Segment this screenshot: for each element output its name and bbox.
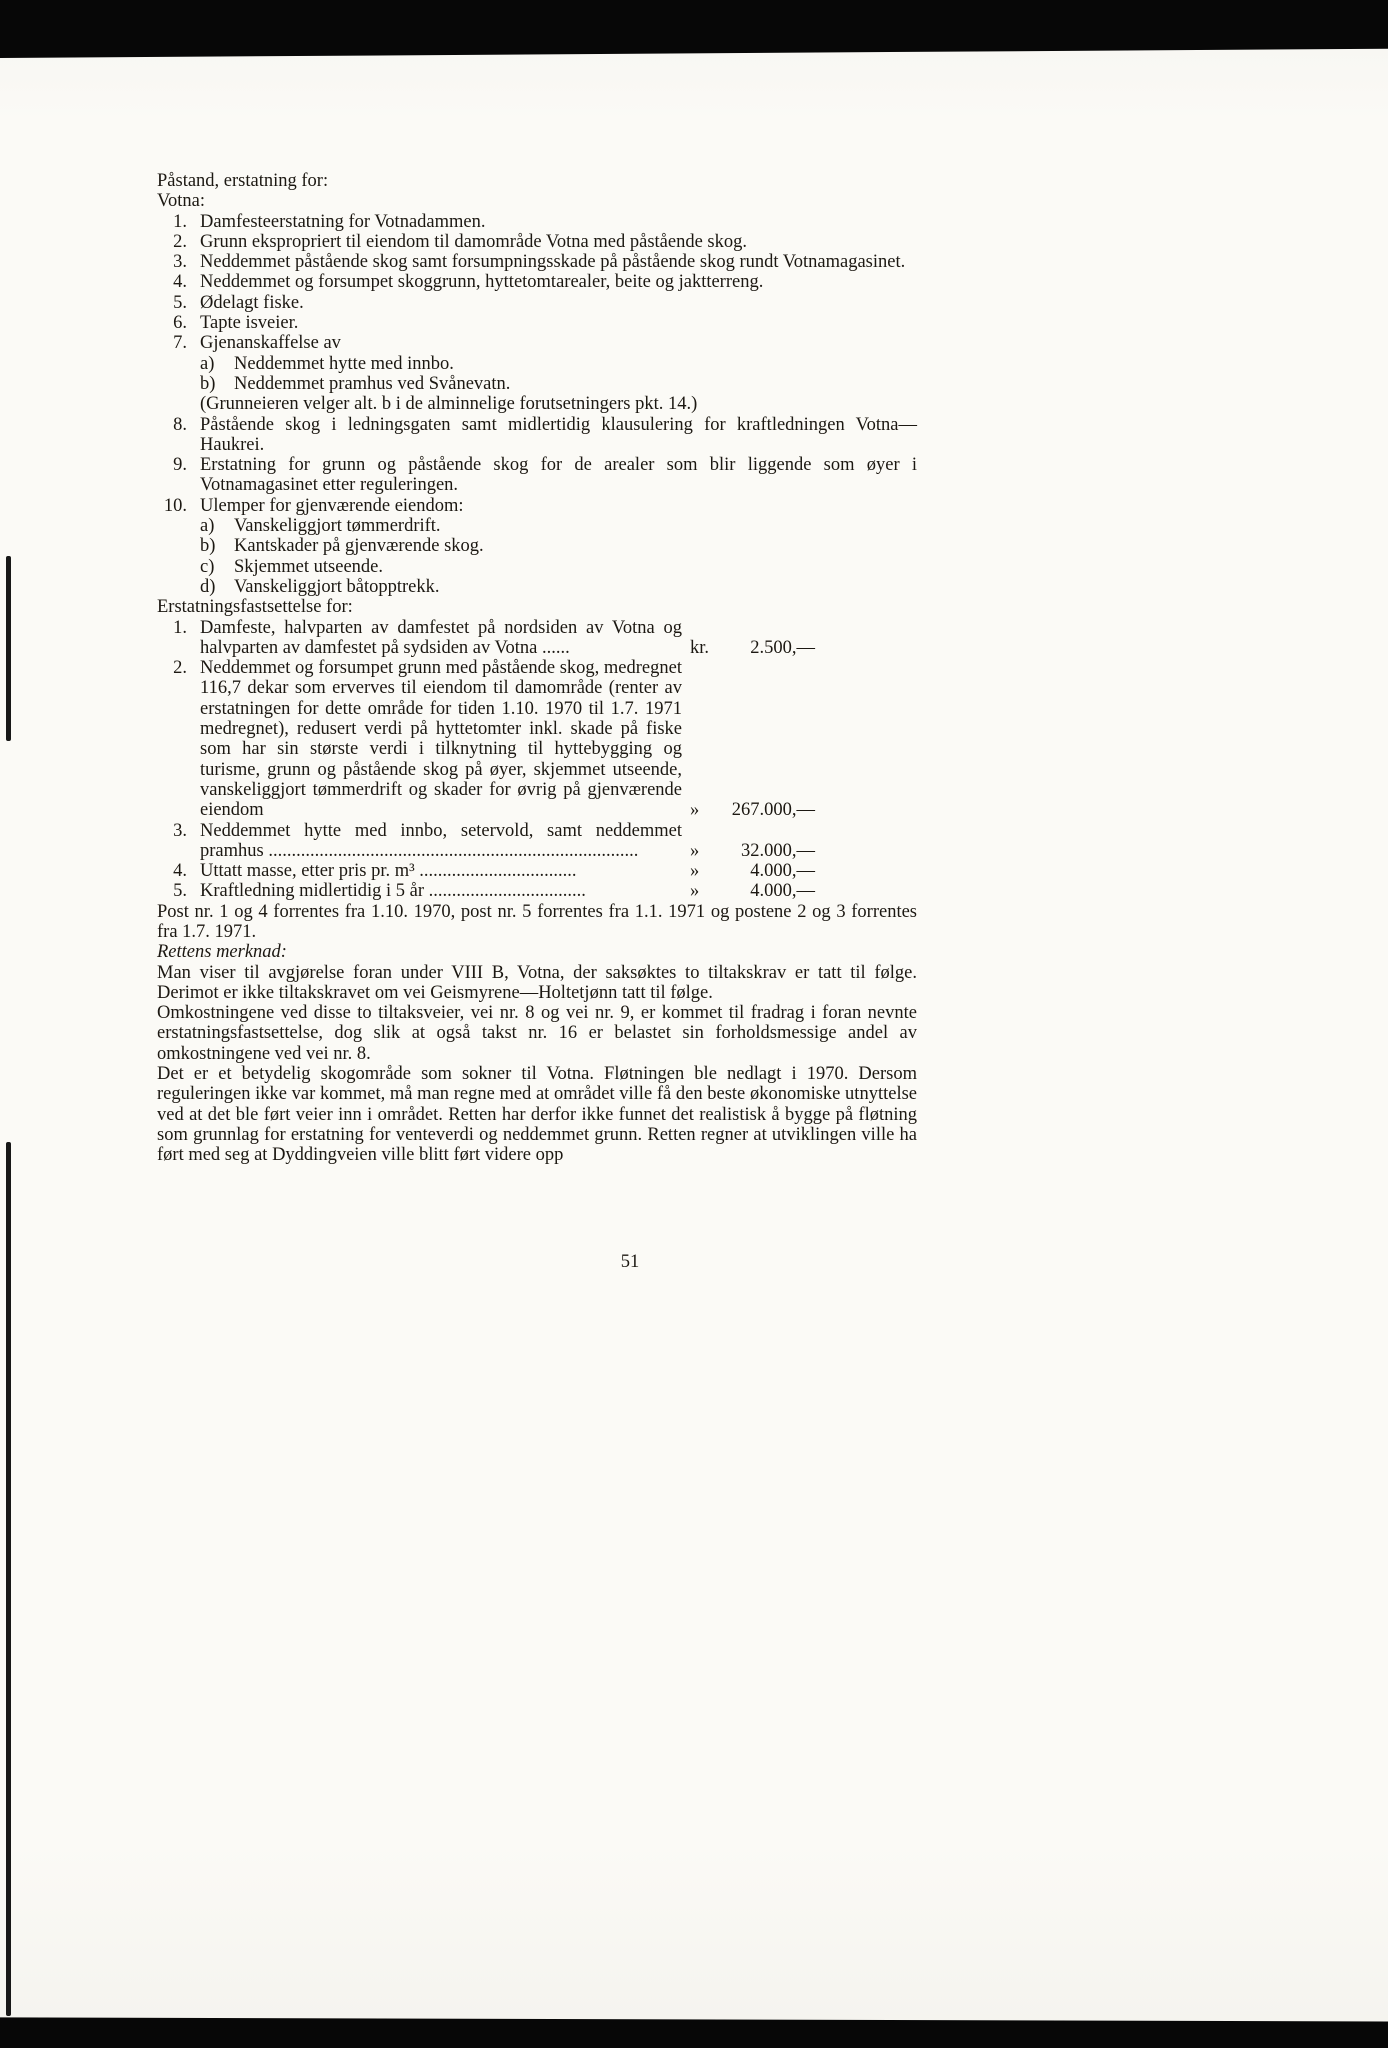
claim-item-number: 6. <box>173 313 187 334</box>
assessment-item-currency: » <box>690 840 700 861</box>
claim-subitem-7a <box>200 354 917 374</box>
claim-subitem-text: Neddemmet pramhus ved Svånevatn. <box>234 373 511 394</box>
assessment-item-text: Neddemmet hytte med innbo, setervold, samt neddemmet pramhus ................................................................................ <box>200 820 682 861</box>
claim-subitem-10c <box>200 557 917 577</box>
assessment-item-amount: 267.000,— <box>731 800 815 821</box>
scan-artifact-left-edge-upper <box>6 556 11 741</box>
claim-item-text: Tapte isveier. <box>200 313 299 334</box>
claim-item-number: 8. <box>173 414 187 435</box>
claim-subitem-label: a) <box>200 353 215 374</box>
assessment-item-number: 2. <box>173 658 187 679</box>
claim-item-1 <box>157 212 917 232</box>
claim-heading: Påstand, erstatning for: <box>157 171 329 191</box>
claim-subitem-label: c) <box>200 556 215 577</box>
claim-item-number: 7. <box>173 333 187 354</box>
remarks-paragraph-2: Omkostningene ved disse to tiltaksveier, vei nr. 8 og vei nr. 9, er kommet til fradrag i foran nevnte erstatningsfastsettelse, dog slik at også takst nr. 16 er belastet sin forholdsmessige andel av omkostningene ved vei nr. 8. <box>157 1003 917 1064</box>
assessment-item-text: Uttatt masse, etter pris pr. m³ .................................. <box>200 861 577 882</box>
assessment-item-amount: 2.500,— <box>750 637 815 658</box>
claim-item-text: Neddemmet påstående skog samt forsumpningsskade på påstående skog rundt Votnamagasinet. <box>200 252 906 273</box>
assessment-item-amount: 4.000,— <box>750 881 815 902</box>
claim-item-number: 3. <box>173 252 187 273</box>
assessment-item-currency: » <box>690 861 700 882</box>
claim-subitem-10d <box>200 577 917 597</box>
claim-subitem-label: a) <box>200 516 215 537</box>
assessment-item-number: 3. <box>173 820 187 841</box>
claim-item-8 <box>157 415 917 456</box>
assessment-item-text: Kraftledning midlertidig i 5 år .................................. <box>200 881 586 902</box>
claim-item-text-group <box>200 496 917 597</box>
claim-item-6 <box>157 313 917 333</box>
assessment-item-5 <box>157 881 815 901</box>
assessment-item-currency: kr. <box>690 637 710 658</box>
claim-item-note: (Grunneieren velger alt. b i de alminnelige forutsetningers pkt. 14.) <box>200 394 698 415</box>
claim-subitem-text: Kantskader på gjenværende skog. <box>234 536 484 557</box>
claim-item-5 <box>157 293 917 313</box>
assessment-item-3 <box>157 821 815 862</box>
claim-item-text: Neddemmet og forsumpet skoggrunn, hyttetomtarealer, beite og jaktterreng. <box>200 272 764 293</box>
claim-item-number: 9. <box>173 455 187 476</box>
assessment-item-amount: 32.000,— <box>741 840 815 861</box>
claim-item-text: Ødelagt fiske. <box>200 292 304 313</box>
assessment-item-number: 5. <box>173 881 187 902</box>
claim-item-text: Erstatning for grunn og påstående skog for de arealer som blir liggende som øyer i Votnamagasinet etter reguleringen. <box>200 455 917 496</box>
claim-item-7 <box>157 333 917 414</box>
assessment-item-currency: » <box>690 800 700 821</box>
assessment-item-text: Neddemmet og forsumpet grunn med påstående skog, medregnet 116,7 dekar som erverves til eiendom til damområde (renter av erstatningen for dette område for tiden 1.10. 1970 til 1.7. 1971 medregnet), redusert verdi på hyttetomter inkl. skade på fiske som har sin største verdi i tilknytning til hyttebygging og turisme, grunn og påstående skog på øyer, skjemmet utseende, vanskeliggjort tømmerdrift og skader for øvrig på gjenværende eiendom <box>200 658 682 821</box>
claim-item-number: 1. <box>173 211 187 232</box>
assessment-item-amount: 4.000,— <box>750 861 815 882</box>
claim-item-text: Damfesteerstatning for Votnadammen. <box>200 211 486 232</box>
claim-item-text: Påstående skog i ledningsgaten samt midlertidig klausulering for kraftledningen Votna—Haukrei. <box>200 414 917 455</box>
scan-artifact-bottom-bar <box>0 2014 1388 2048</box>
remarks-paragraph-3: Det er et betydelig skogområde som sokner til Votna. Fløtningen ble nedlagt i 1970. Dersom reguleringen ikke var kommet, må man regne med at området ville få den beste økonomiske utnyttelse ved at det ble ført veier inn i området. Retten har derfor ikke funnet det realistisk å bygge på fløtning som grunnlag for erstatning for venteverdi og neddemmet grunn. Retten regner at utviklingen ville ha ført med seg at Dyddingveien ville blitt ført videre opp <box>157 1064 917 1166</box>
claim-subitem-10b <box>200 536 917 556</box>
claim-item-text: Grunn ekspropriert til eiendom til damområde Votna med påstående skog. <box>200 231 747 252</box>
claim-subitem-text: Vanskeliggjort tømmerdrift. <box>234 516 441 537</box>
claim-subitem-label: d) <box>200 576 216 597</box>
assessment-item-number: 4. <box>173 861 187 882</box>
claim-subitem-text: Skjemmet utseende. <box>234 556 383 577</box>
assessment-item-number: 1. <box>173 617 187 638</box>
claim-item-9 <box>157 455 917 496</box>
claim-subitem-text: Vanskeliggjort båtopptrekk. <box>234 576 440 597</box>
claim-subitem-label: b) <box>200 373 216 394</box>
assessment-item-2 <box>157 658 815 820</box>
assessment-item-currency: » <box>690 881 700 902</box>
claim-subitem-label: b) <box>200 536 216 557</box>
assessment-item-1 <box>157 618 815 659</box>
claim-item-4 <box>157 272 917 292</box>
claim-item-text-group <box>200 333 917 414</box>
assessment-heading: Erstatningsfastsettelse for: <box>157 597 353 618</box>
assessment-item-4 <box>157 861 815 881</box>
claim-item-number: 5. <box>173 292 187 313</box>
claim-subitem-text: Neddemmet hytte med innbo. <box>234 353 454 374</box>
claim-item-number: 2. <box>173 231 187 252</box>
scan-artifact-top-bar <box>0 0 1388 58</box>
claim-item-10 <box>157 496 917 597</box>
claim-subitem-7b <box>200 374 917 394</box>
claim-item-text: Gjenanskaffelse av <box>200 333 341 354</box>
claim-item-3 <box>157 252 917 272</box>
claim-item-2 <box>157 232 917 252</box>
scan-artifact-left-edge-lower <box>6 1142 11 2016</box>
text-block <box>157 171 917 1166</box>
claim-item-number: 4. <box>173 272 187 293</box>
remarks-heading: Rettens merknad: <box>157 942 287 963</box>
claim-item-text: Ulemper for gjenværende eiendom: <box>200 495 464 516</box>
claim-subitem-10a <box>200 516 917 536</box>
page-number: 51 <box>620 1252 640 1272</box>
assessment-interest-note: Post nr. 1 og 4 forrentes fra 1.10. 1970, post nr. 5 forrentes fra 1.1. 1971 og postene 2 og 3 forrentes fra 1.7. 1971. <box>157 901 917 942</box>
remarks-paragraph-1: Man viser til avgjørelse foran under VIII B, Votna, der saksøktes to tiltakskrav er tatt til følge. Derimot er ikke tiltakskravet om vei Geismyrene—Holtetjønn tatt til følge. <box>157 962 917 1003</box>
assessment-item-text: Damfeste, halvparten av damfestet på nordsiden av Votna og halvparten av damfestet på sydsiden av Votna ...... <box>200 617 682 658</box>
claim-item-number: 10. <box>163 495 187 516</box>
claim-subheading: Votna: <box>157 191 205 212</box>
